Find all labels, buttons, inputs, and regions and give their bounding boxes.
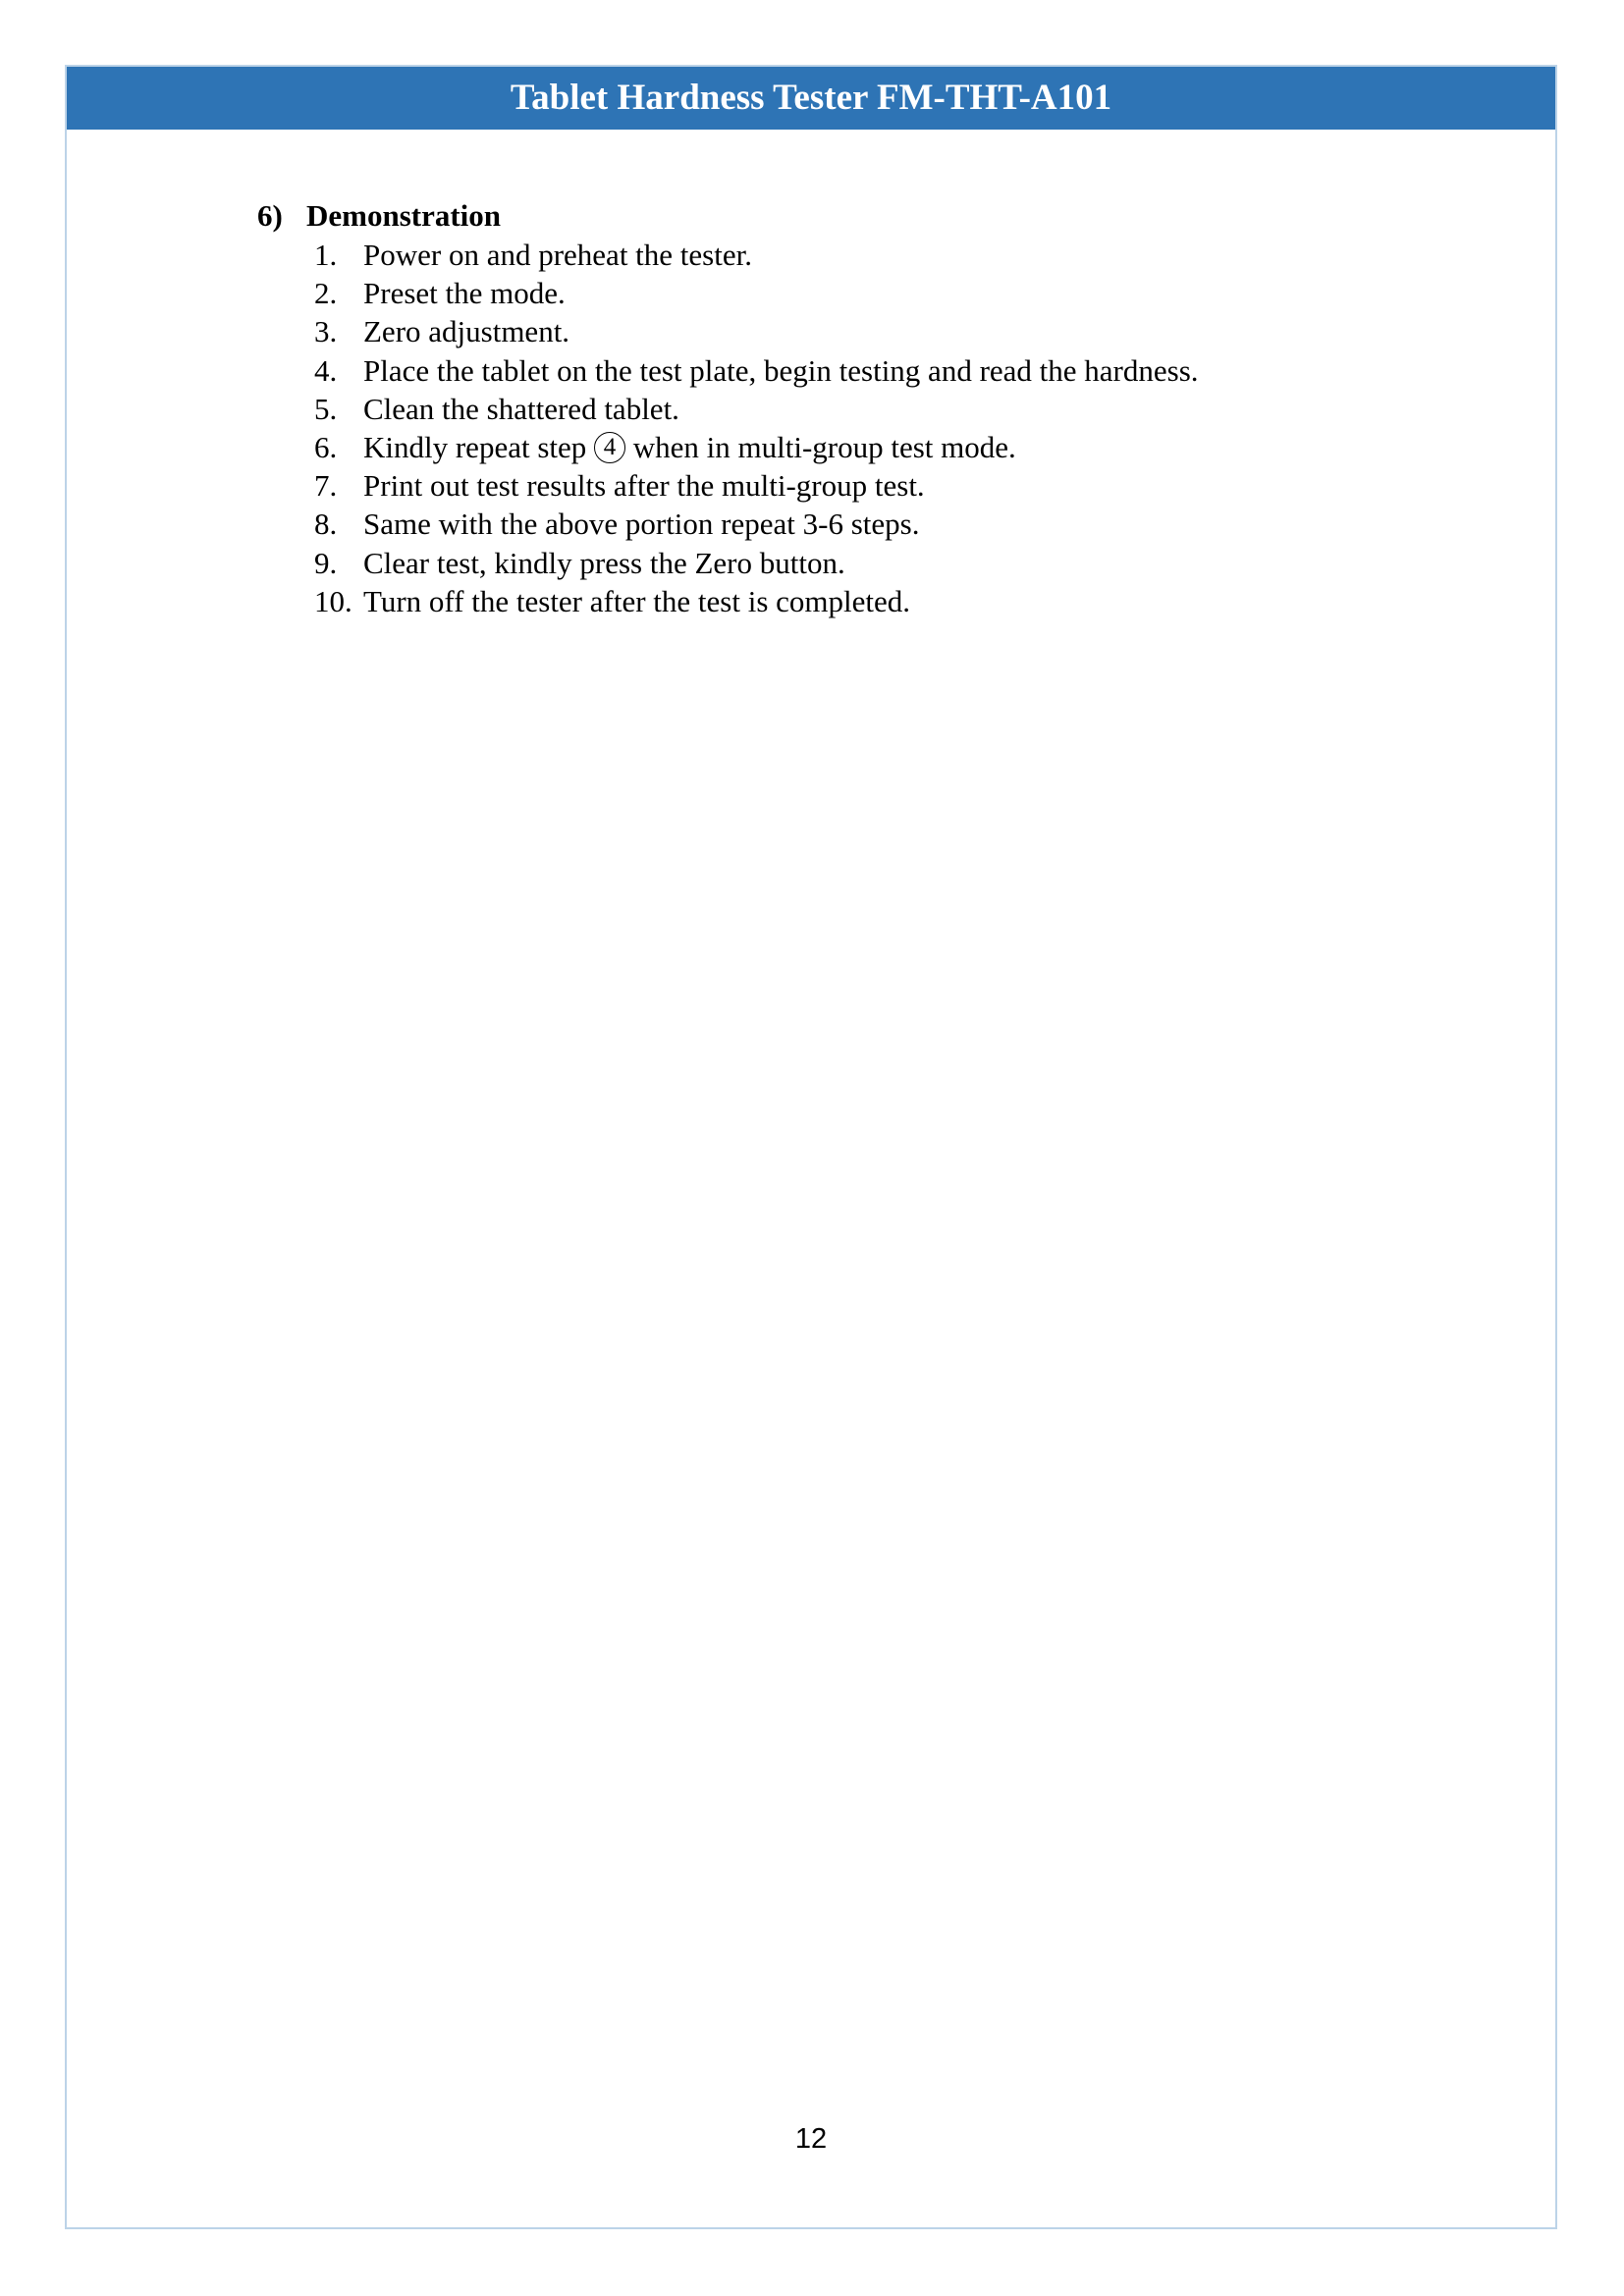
item-text: when in multi-group test mode. [632,429,1016,464]
list-item [314,505,1199,543]
document-title: Tablet Hardness Tester FM-THT-A101 [510,78,1112,118]
list-item [314,466,1199,505]
list-item [314,351,1199,390]
page-number: 12 [794,2123,828,2155]
item-text: Preset the mode. [363,276,566,311]
item-text: Clear test, kindly press the Zero button. [363,545,845,580]
list-item [314,390,1199,428]
item-text: Place the tablet on the test plate, begin testing and read the hardness. [363,352,1199,388]
section-number: 6) [257,198,283,233]
item-number: 10. [314,583,352,618]
item-text: Print out test results after the multi-group test. [363,468,925,504]
page-frame [65,65,1557,2229]
document-header [67,67,1555,130]
list-item [314,274,1199,312]
circled-step-reference: 4 [594,432,625,463]
steps-list [257,236,1199,620]
item-text: Power on and preheat the tester. [363,238,752,272]
item-number: 5. [314,391,338,426]
item-number: 4. [314,352,338,388]
item-text: Zero adjustment. [363,314,570,349]
list-item [314,312,1199,350]
item-number: 1. [314,238,338,272]
item-text: Same with the above portion repeat 3-6 steps. [363,507,920,542]
item-number: 8. [314,507,338,542]
list-item [314,582,1199,620]
item-text: Turn off the tester after the test is completed. [363,583,911,618]
item-number: 3. [314,314,338,349]
item-number: 9. [314,545,338,580]
demonstration-section [257,196,1199,620]
item-number: 6. [314,429,338,464]
section-heading [257,196,1199,236]
list-item [314,428,1199,466]
item-number: 2. [314,276,338,311]
item-number: 7. [314,468,338,504]
section-title: Demonstration [306,198,502,233]
list-item [314,544,1199,582]
list-item [314,236,1199,274]
item-text: Clean the shattered tablet. [363,391,679,426]
item-text: Kindly repeat step [363,429,587,464]
